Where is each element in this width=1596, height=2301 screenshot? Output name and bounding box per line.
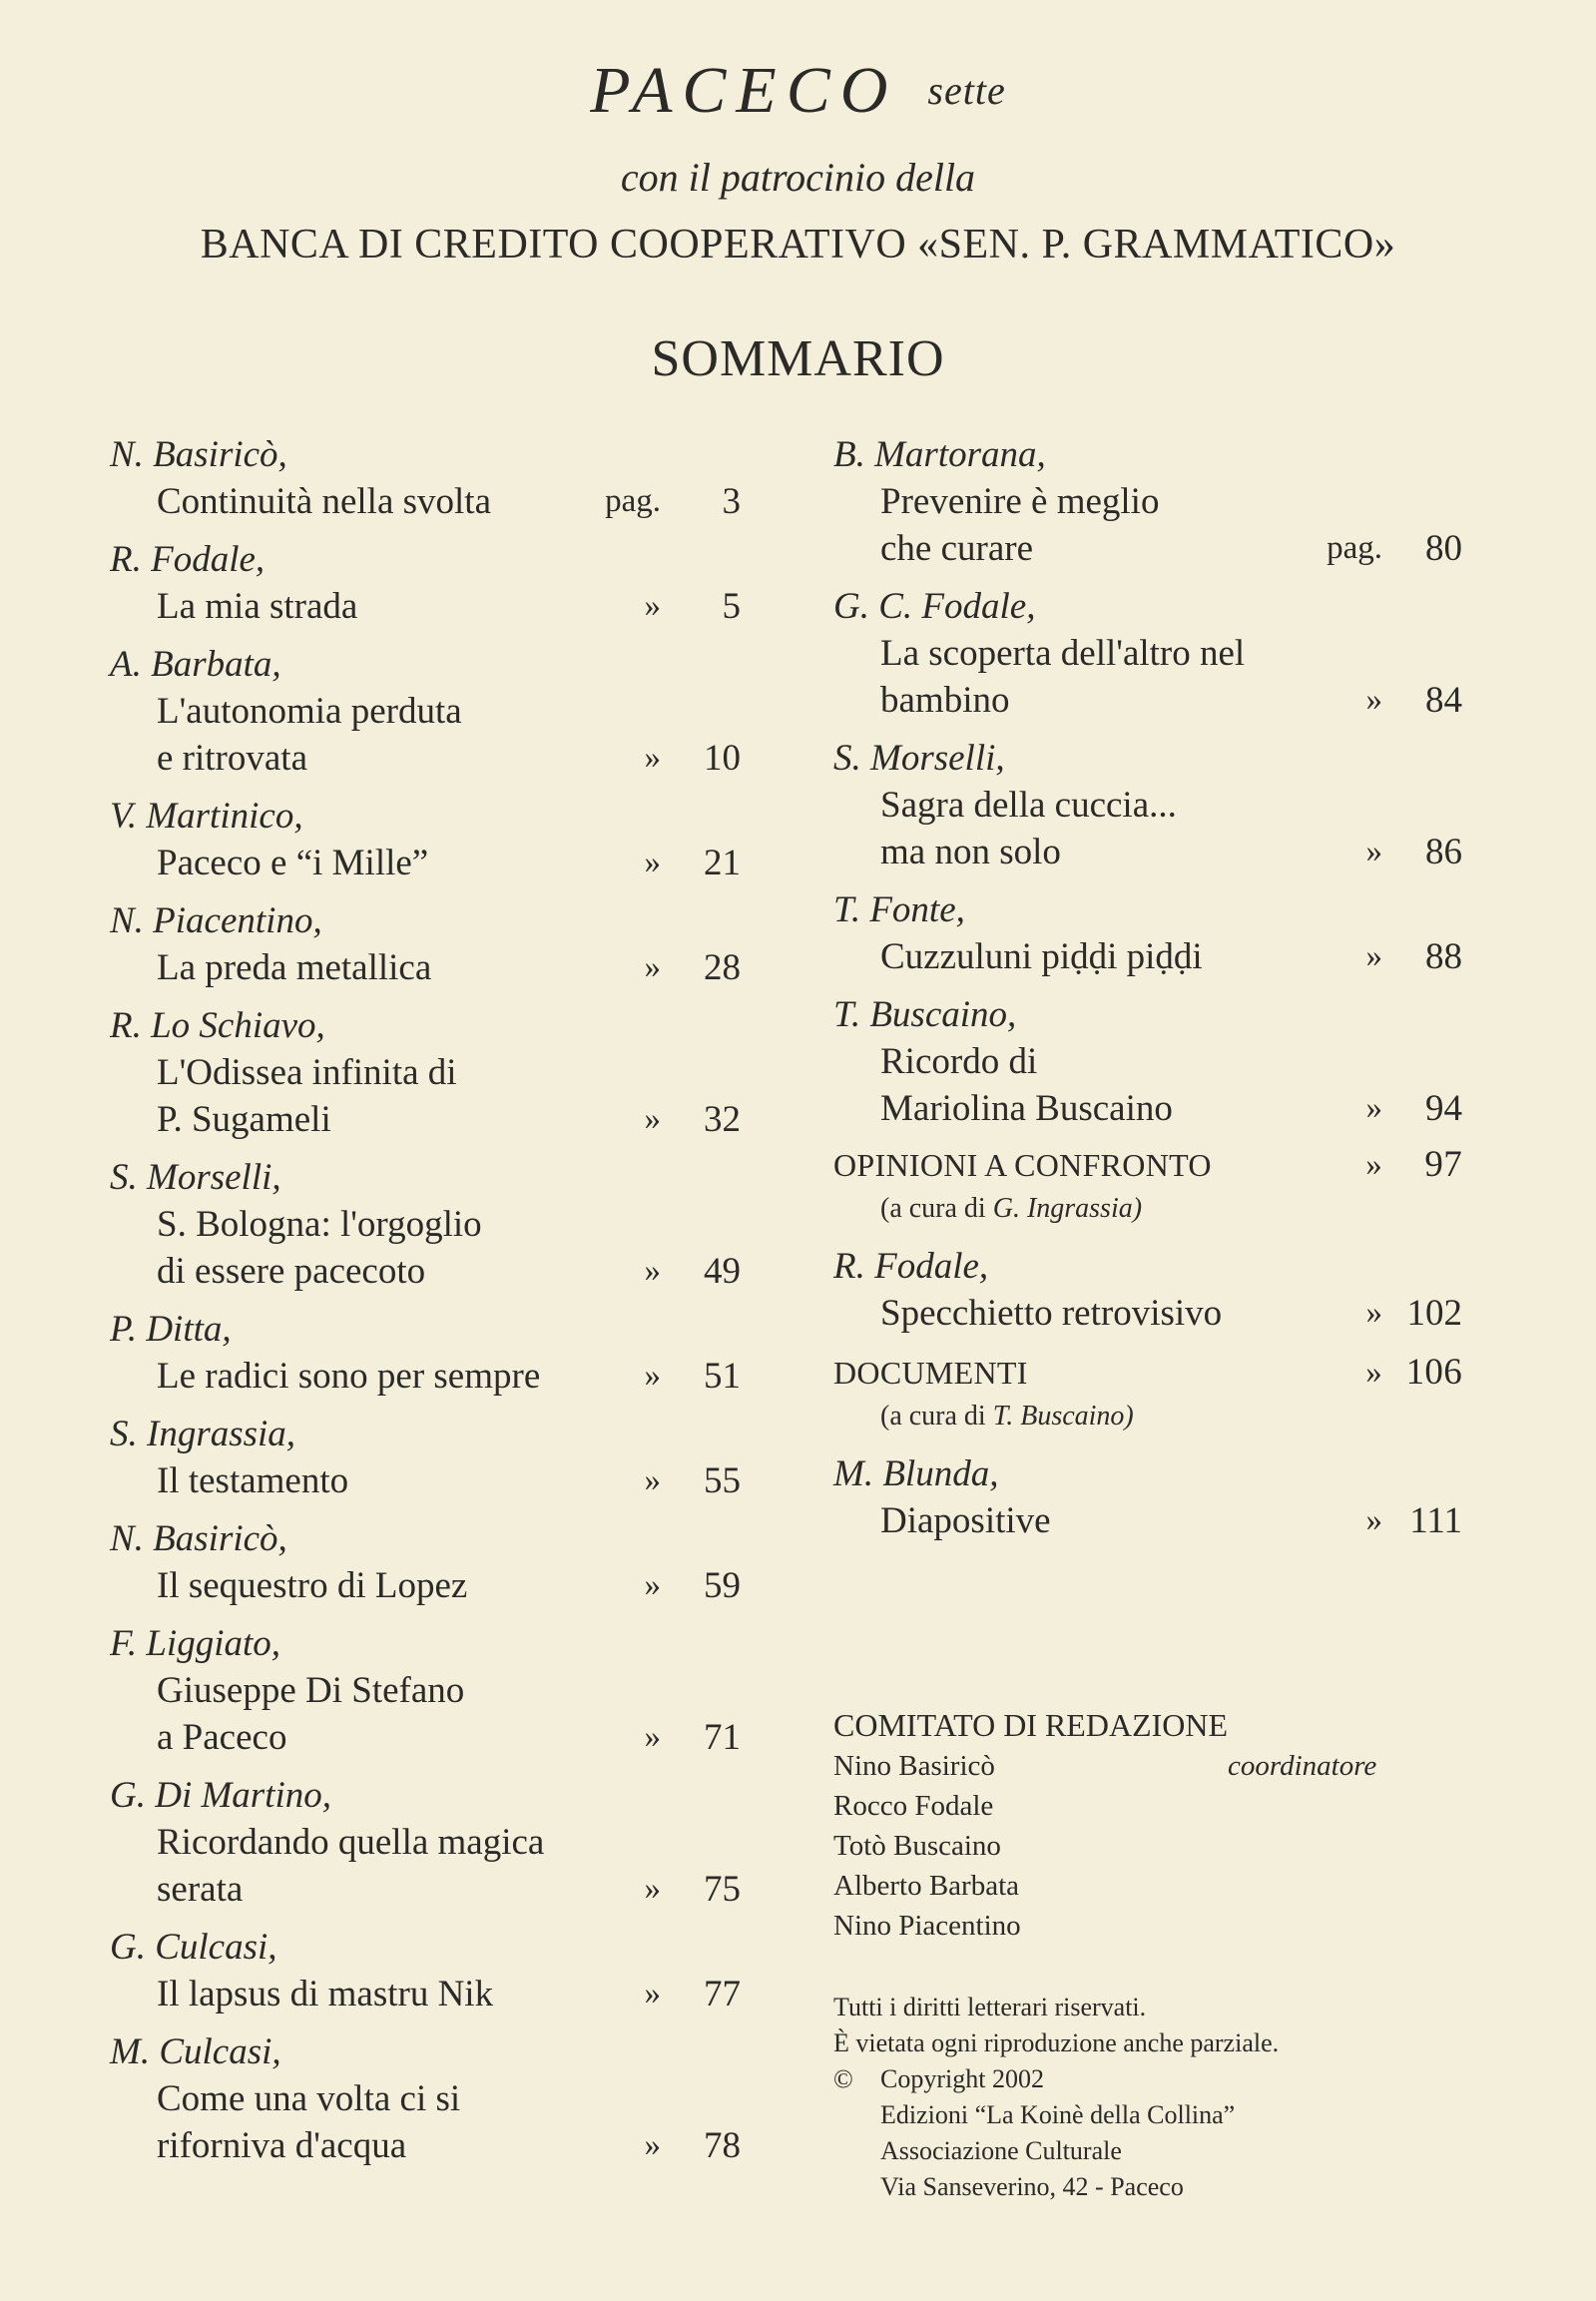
bank-name: BANCA DI CREDITO COOPERATIVO «SEN. P. GRAMMATICO» [200, 222, 1396, 268]
toc-entry [110, 1154, 741, 1295]
page-mark: » [1365, 1295, 1382, 1331]
toc-entry [833, 583, 1462, 724]
entry-title-line [833, 525, 1462, 572]
page-title [0, 54, 1596, 127]
entry-title-line [833, 1038, 1462, 1085]
toc-entry [110, 1411, 741, 1504]
page-mark: » [644, 1976, 661, 2012]
entry-title-line [110, 583, 741, 630]
member-name: Totò Buscaino [833, 1830, 1001, 1862]
entry-title: La mia strada [157, 586, 358, 627]
entry-author: T. Buscaino, [833, 994, 1017, 1035]
page-number: 32 [704, 1099, 741, 1140]
entry-title-line [110, 478, 741, 525]
page-number: 86 [1425, 832, 1462, 872]
entry-title: Sagra della cuccia... [880, 785, 1177, 826]
entry-title: Giuseppe Di Stefano [157, 1670, 465, 1711]
publisher-line: Edizioni “La Koinè della Collina” [880, 2100, 1236, 2129]
committee-member [833, 1826, 1452, 1866]
entry-title: Ricordando quella magica [157, 1822, 545, 1863]
page-mark: » [644, 949, 661, 985]
page-mark: » [644, 588, 661, 624]
toc-entry [110, 1772, 741, 1913]
entry-title-line [110, 1248, 741, 1295]
section-documenti [833, 1351, 1462, 1395]
entry-title-line [833, 829, 1462, 875]
entry-author: B. Martorana, [833, 434, 1046, 475]
sommario-heading: SOMMARIO [651, 330, 945, 387]
entry-author: F. Liggiato, [110, 1623, 280, 1664]
copyright-symbol: © [833, 2064, 853, 2093]
curator-prefix: (a cura di [880, 1193, 986, 1224]
toc-entry [110, 793, 741, 886]
toc-entry [833, 991, 1462, 1132]
page-number: 21 [704, 843, 741, 883]
entry-title-line [833, 1290, 1462, 1337]
entry-title-line [110, 2075, 741, 2122]
page-number: 49 [704, 1251, 741, 1292]
entry-author: N. Basiricò, [110, 1518, 287, 1559]
section-curator [833, 1395, 1462, 1438]
page-mark: » [644, 1101, 661, 1137]
entry-author: R. Lo Schiavo, [110, 1005, 325, 1046]
toc-entry [110, 641, 741, 782]
curator-prefix: (a cura di [880, 1401, 986, 1432]
entry-title-line [833, 782, 1462, 829]
entry-title: Diapositive [880, 1500, 1051, 1541]
entry-title-line [833, 933, 1462, 980]
committee-members [833, 1746, 1452, 1946]
entry-title: bambino [880, 680, 1010, 721]
page-number: 59 [704, 1565, 741, 1606]
page-number: 102 [1406, 1293, 1462, 1334]
entry-title-line [110, 1562, 741, 1609]
curator-name: T. Buscaino) [992, 1401, 1134, 1432]
entry-title: Le radici sono per sempre [157, 1356, 541, 1397]
committee-member [833, 1906, 1452, 1946]
page-number: 28 [704, 947, 741, 988]
toc-entry [110, 431, 741, 525]
page-mark: » [644, 2127, 661, 2163]
entry-title: S. Bologna: l'orgoglio [157, 1204, 482, 1245]
entry-title: serata [157, 1869, 244, 1910]
entry-title: L'autonomia perduta [157, 691, 462, 732]
entry-title: Mariolina Buscaino [880, 1088, 1173, 1129]
page-number: 5 [722, 586, 741, 627]
entry-author: G. Di Martino, [110, 1775, 331, 1816]
entry-title-line [110, 735, 741, 782]
entry-author: S. Ingrassia, [110, 1414, 296, 1454]
entry-title-line [833, 478, 1462, 525]
entry-title-line [833, 1085, 1462, 1132]
page-mark: » [644, 740, 661, 776]
page-mark: » [644, 1719, 661, 1755]
toc-entry [833, 886, 1462, 980]
page-mark: pag. [605, 483, 661, 519]
entry-title-line [833, 1497, 1462, 1544]
member-name: Alberto Barbata [833, 1870, 1020, 1902]
entry-author: V. Martinico, [110, 796, 303, 837]
toc-entry [110, 1002, 741, 1143]
patron-line: con il patrocinio della [620, 155, 976, 200]
entry-title-line [110, 840, 741, 886]
entry-title-line [110, 1667, 741, 1714]
page-number: 84 [1425, 680, 1462, 721]
toc-entry [110, 1924, 741, 2017]
address-line: Via Sanseverino, 42 - Paceco [880, 2172, 1184, 2201]
toc-entry [110, 536, 741, 630]
entry-author: P. Ditta, [110, 1309, 232, 1350]
page-mark: » [1365, 834, 1382, 869]
section-title: DOCUMENTI [833, 1355, 1028, 1391]
title-suffix: sette [927, 68, 1006, 113]
title-text: PACECO [590, 54, 898, 127]
entry-author: N. Piacentino, [110, 900, 322, 941]
entry-title: a Paceco [157, 1717, 287, 1758]
entry-title: L'Odissea infinita di [157, 1052, 457, 1093]
entry-author: G. Culcasi, [110, 1927, 277, 1968]
page-number: 106 [1405, 1352, 1462, 1393]
entry-title: che curare [880, 528, 1034, 569]
entry-title-line [110, 1866, 741, 1913]
entry-author: T. Fonte, [833, 889, 965, 930]
entry-title-line [110, 1096, 741, 1143]
entry-author: N. Basiricò, [110, 434, 287, 475]
entry-title-line [833, 630, 1462, 677]
entry-title-line [110, 1049, 741, 1096]
entry-author: A. Barbata, [110, 644, 281, 685]
entry-title: ma non solo [880, 832, 1061, 872]
page-mark: » [644, 1567, 661, 1603]
page-number: 94 [1425, 1088, 1462, 1129]
rights-line: Tutti i diritti letterari riservati. [833, 1993, 1147, 2021]
page-number: 111 [1409, 1500, 1462, 1541]
member-name: Nino Basiricò [833, 1750, 995, 1782]
entry-author: R. Fodale, [833, 1246, 989, 1287]
entry-author: S. Morselli, [833, 738, 1005, 779]
entry-title: di essere pacecoto [157, 1251, 426, 1292]
entry-title: riforniva d'acqua [157, 2125, 407, 2166]
page-number: 97 [1424, 1144, 1462, 1185]
entry-author: M. Culcasi, [110, 2031, 281, 2072]
page-number: 75 [704, 1869, 741, 1910]
toc-entry [110, 1306, 741, 1400]
page-number: 77 [704, 1974, 741, 2014]
entry-title: Il testamento [157, 1460, 349, 1501]
page-number: 71 [704, 1717, 741, 1758]
page-mark: » [1365, 1147, 1382, 1183]
entry-title: Il sequestro di Lopez [157, 1565, 468, 1606]
entry-title: P. Sugameli [157, 1099, 331, 1140]
page-mark: » [1365, 1355, 1382, 1391]
copyright-text: Copyright 2002 [880, 2064, 1044, 2093]
entry-title-line [833, 677, 1462, 724]
member-role: coordinatore [1228, 1750, 1377, 1782]
entry-author: G. C. Fodale, [833, 586, 1036, 627]
member-name: Rocco Fodale [833, 1790, 994, 1822]
header [0, 54, 1596, 269]
entry-title-line [110, 1971, 741, 2017]
page-number: 51 [704, 1356, 741, 1397]
entry-title: La scoperta dell'altro nel [880, 633, 1246, 674]
committee-member [833, 1746, 1452, 1786]
entry-author: R. Fodale, [110, 539, 266, 580]
page-mark: » [1365, 1090, 1382, 1126]
entry-title: Cuzzuluni piḍḍi piḍḍi [880, 936, 1203, 977]
toc-entry [110, 1515, 741, 1609]
curator-name: G. Ingrassia) [992, 1193, 1143, 1224]
page-mark: » [644, 845, 661, 880]
page-mark: » [1365, 938, 1382, 974]
entry-title: La preda metallica [157, 947, 432, 988]
page-number: 55 [704, 1460, 741, 1501]
entry-title-line [110, 1201, 741, 1248]
entry-title-line [110, 1353, 741, 1400]
entry-title: Come una volta ci si [157, 2078, 461, 2119]
toc-entry [833, 1450, 1462, 1544]
page-mark: » [1365, 682, 1382, 718]
rights-line: È vietata ogni riproduzione anche parziale. [833, 2028, 1280, 2057]
entry-title: Ricordo di [880, 1041, 1038, 1082]
page-mark: » [644, 1358, 661, 1394]
toc-right-entries [833, 431, 1462, 1132]
toc-entry [833, 431, 1462, 572]
toc-entry [110, 1620, 741, 1761]
page-mark: » [644, 1462, 661, 1498]
section-curator [833, 1187, 1462, 1231]
page-number: 3 [722, 481, 741, 522]
entry-title-line [110, 2122, 741, 2169]
entry-title: Il lapsus di mastru Nik [157, 1974, 494, 2014]
entry-title: Paceco e “i Mille” [157, 843, 429, 883]
page-mark: pag. [1327, 530, 1382, 566]
page-number: 78 [704, 2125, 741, 2166]
section-opinioni [833, 1143, 1462, 1187]
toc-entry [110, 2028, 741, 2169]
committee-heading: COMITATO DI REDAZIONE [833, 1707, 1229, 1743]
committee-member [833, 1786, 1452, 1826]
entry-title-line [110, 1457, 741, 1504]
entry-title: e ritrovata [157, 738, 307, 779]
toc-entry [833, 735, 1462, 875]
page-number: 88 [1425, 936, 1462, 977]
association-line: Associazione Culturale [880, 2136, 1122, 2165]
toc-right-column [833, 431, 1462, 1555]
copyright-line [833, 2061, 1452, 2097]
toc-left-column [110, 431, 741, 2180]
entry-title: Specchietto retrovisivo [880, 1293, 1223, 1334]
toc-entry [833, 1243, 1462, 1337]
rights-notice [833, 1990, 1452, 2205]
editorial-committee [833, 1704, 1452, 1946]
entry-title-line [110, 944, 741, 991]
section-title: OPINIONI A CONFRONTO [833, 1147, 1212, 1183]
committee-member [833, 1866, 1452, 1906]
page-number: 80 [1425, 528, 1462, 569]
member-name: Nino Piacentino [833, 1910, 1021, 1942]
page-mark: » [1365, 1502, 1382, 1538]
entry-author: S. Morselli, [110, 1157, 281, 1198]
toc-entry [110, 897, 741, 991]
entry-title: Prevenire è meglio [880, 481, 1160, 522]
page-number: 10 [704, 738, 741, 779]
entry-title-line [110, 688, 741, 735]
entry-title-line [110, 1819, 741, 1866]
entry-title: Continuità nella svolta [157, 481, 492, 522]
entry-author: M. Blunda, [833, 1453, 999, 1494]
page-mark: » [644, 1253, 661, 1289]
page-mark: » [644, 1871, 661, 1907]
entry-title-line [110, 1714, 741, 1761]
